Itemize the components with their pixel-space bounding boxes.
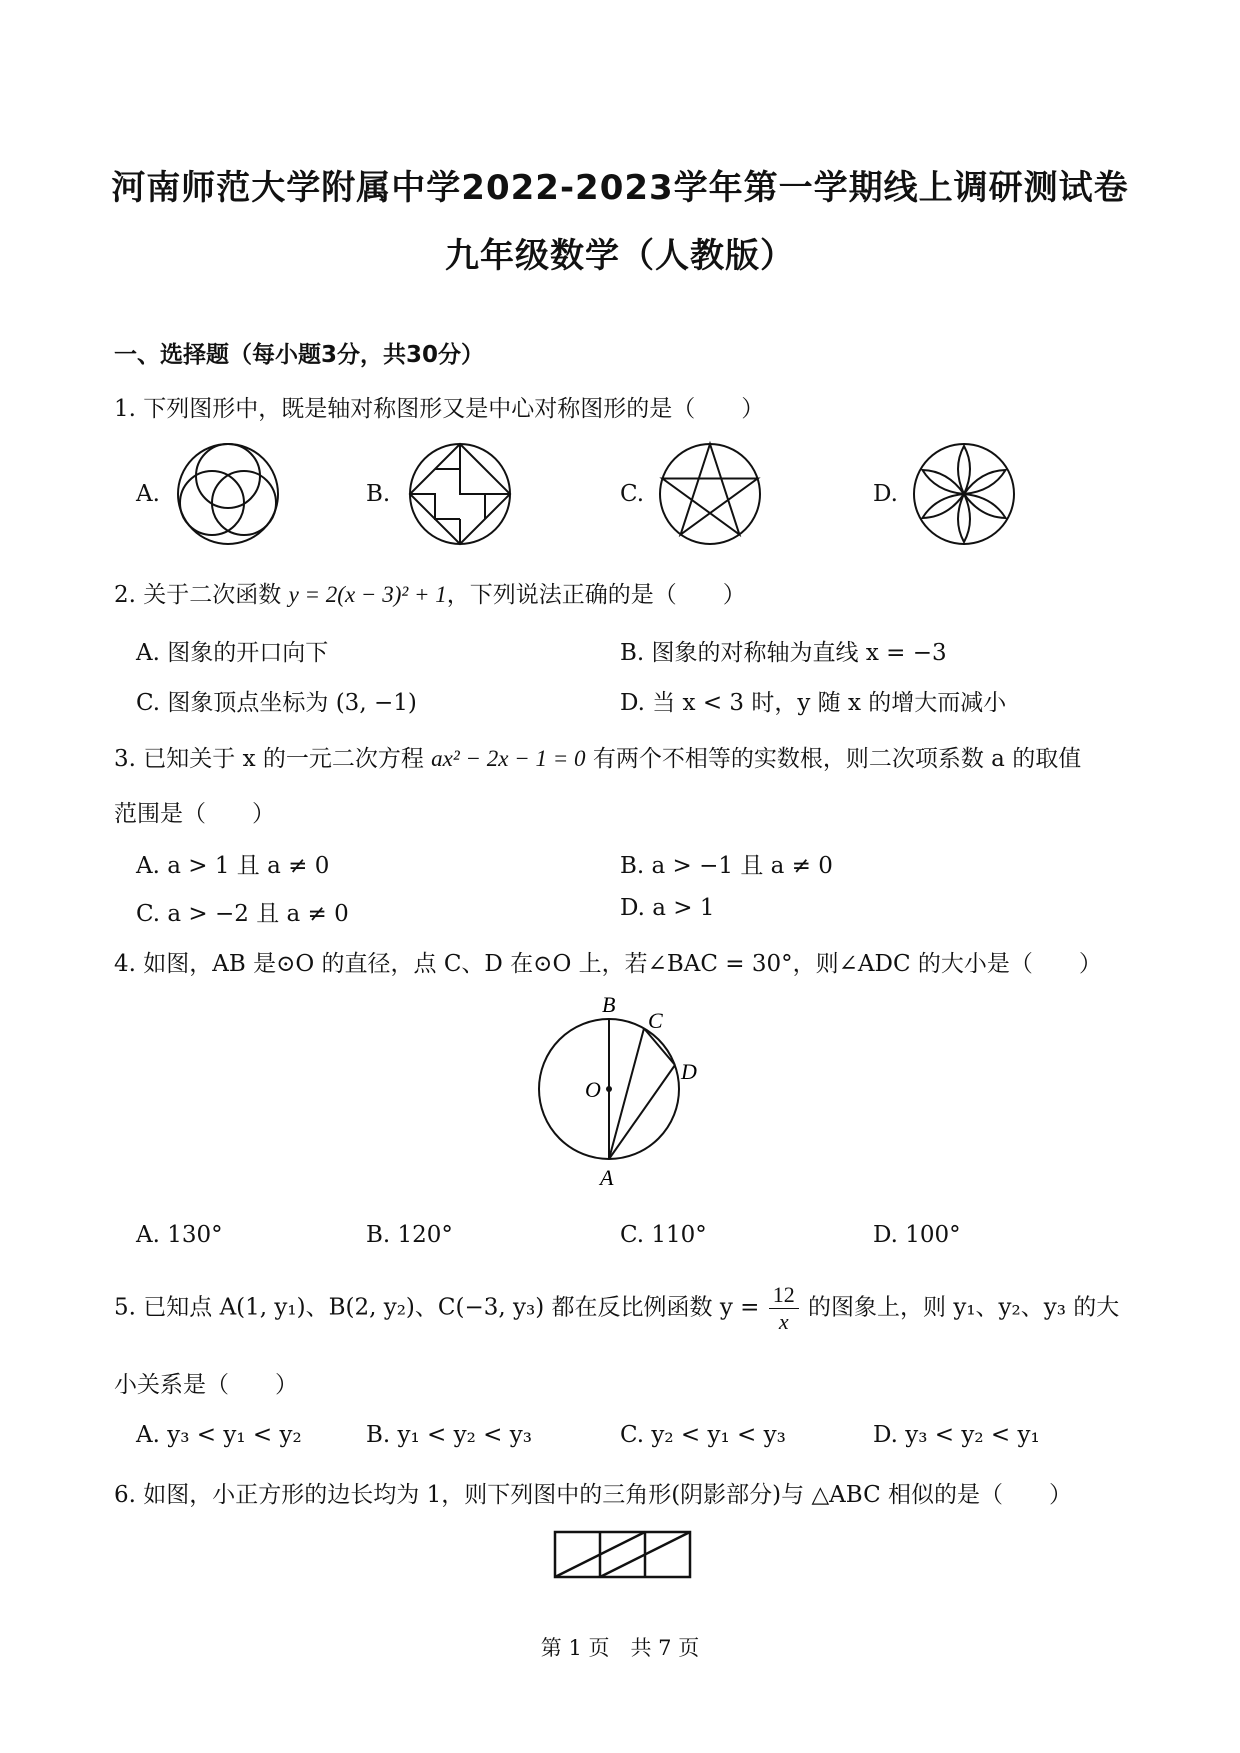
q1-figure-c (658, 442, 762, 546)
q4-circle-figure (530, 992, 730, 1195)
exam-title: 河南师范大学附属中学2022-2023学年第一学期线上调研测试卷 (111, 168, 1129, 208)
q5-stem-suffix: 的图象上，则 y₁、y₂、y₃ 的大 (800, 1294, 1120, 1321)
q1-option-a-label: A. (136, 481, 160, 507)
question-5-stem (114, 1282, 1119, 1335)
q5-fraction-denominator: x (778, 1309, 789, 1334)
question-1-stem: 1. 下列图形中，既是轴对称图形又是中心对称图形的是（ ） (114, 396, 765, 422)
q3-formula: ax² − 2x − 1 = 0 (431, 746, 586, 771)
q2-stem-prefix: 2. 关于二次函数 (114, 582, 289, 608)
q5-fraction (769, 1282, 799, 1335)
q2-option-a: A. 图象的开口向下 (136, 640, 329, 666)
q3-option-b: B. a > −1 且 a ≠ 0 (620, 853, 833, 879)
q3-stem-prefix: 3. 已知关于 x 的一元二次方程 (114, 746, 432, 772)
question-3-stem-cont: 范围是（ ） (114, 801, 275, 827)
q1-figure-b (408, 442, 512, 546)
question-2-stem (114, 576, 746, 609)
q4-label-d: D (681, 1059, 697, 1084)
q4-label-b: B (602, 992, 616, 1017)
q1-option-b-label: B. (366, 481, 391, 507)
q5-option-b: B. y₁ < y₂ < y₃ (366, 1422, 532, 1448)
q3-stem-suffix: 有两个不相等的实数根，则二次项系数 a 的取值 (585, 746, 1082, 772)
q2-stem-suffix: ，下列说法正确的是（ ） (446, 582, 746, 608)
q4-label-o: O (585, 1077, 601, 1102)
q4-label-c: C (648, 1008, 663, 1033)
question-6-stem: 6. 如图，小正方形的边长均为 1，则下列图中的三角形(阴影部分)与 △ABC 相似的是（ ） (114, 1482, 1072, 1508)
q4-option-c: C. 110° (620, 1222, 707, 1248)
q2-option-d: D. 当 x < 3 时，y 随 x 的增大而减小 (620, 690, 1007, 716)
q3-option-a: A. a > 1 且 a ≠ 0 (136, 853, 330, 879)
q5-stem-prefix: 5. 已知点 A(1, y₁)、B(2, y₂)、C(−3, y₃) 都在反比例函数 y = (114, 1294, 767, 1321)
q3-option-c: C. a > −2 且 a ≠ 0 (136, 901, 349, 927)
q1-option-d-label: D. (873, 481, 898, 507)
q1-figure-a (176, 442, 280, 546)
q5-option-a: A. y₃ < y₁ < y₂ (136, 1422, 302, 1448)
q3-option-d: D. a > 1 (620, 895, 715, 921)
q2-formula: y = 2(x − 3)² + 1 (288, 582, 447, 607)
q4-option-d: D. 100° (873, 1222, 961, 1248)
question-3-stem (114, 740, 1081, 773)
exam-subtitle: 九年级数学（人教版） (445, 236, 795, 276)
q1-figure-d (912, 442, 1016, 546)
q4-option-b: B. 120° (366, 1222, 453, 1248)
q4-label-a: A (600, 1165, 614, 1190)
q5-option-d: D. y₃ < y₂ < y₁ (873, 1422, 1040, 1448)
q1-option-c-label: C. (620, 481, 645, 507)
page-footer: 第 1 页 共 7 页 (540, 1636, 700, 1660)
q5-fraction-numerator: 12 (769, 1282, 799, 1309)
section-heading: 一、选择题（每小题3分，共30分） (114, 342, 485, 368)
q5-option-c: C. y₂ < y₁ < y₃ (620, 1422, 786, 1448)
q6-grid-figure (553, 1530, 693, 1580)
q2-option-c: C. 图象顶点坐标为 (3, −1) (136, 690, 417, 716)
question-4-stem: 4. 如图，AB 是⊙O 的直径，点 C、D 在⊙O 上，若∠BAC = 30°，则∠ADC 的大小是（ ） (114, 951, 1102, 977)
question-5-stem-cont: 小关系是（ ） (114, 1372, 298, 1398)
q2-option-b: B. 图象的对称轴为直线 x = −3 (620, 640, 947, 666)
q4-option-a: A. 130° (136, 1222, 223, 1248)
